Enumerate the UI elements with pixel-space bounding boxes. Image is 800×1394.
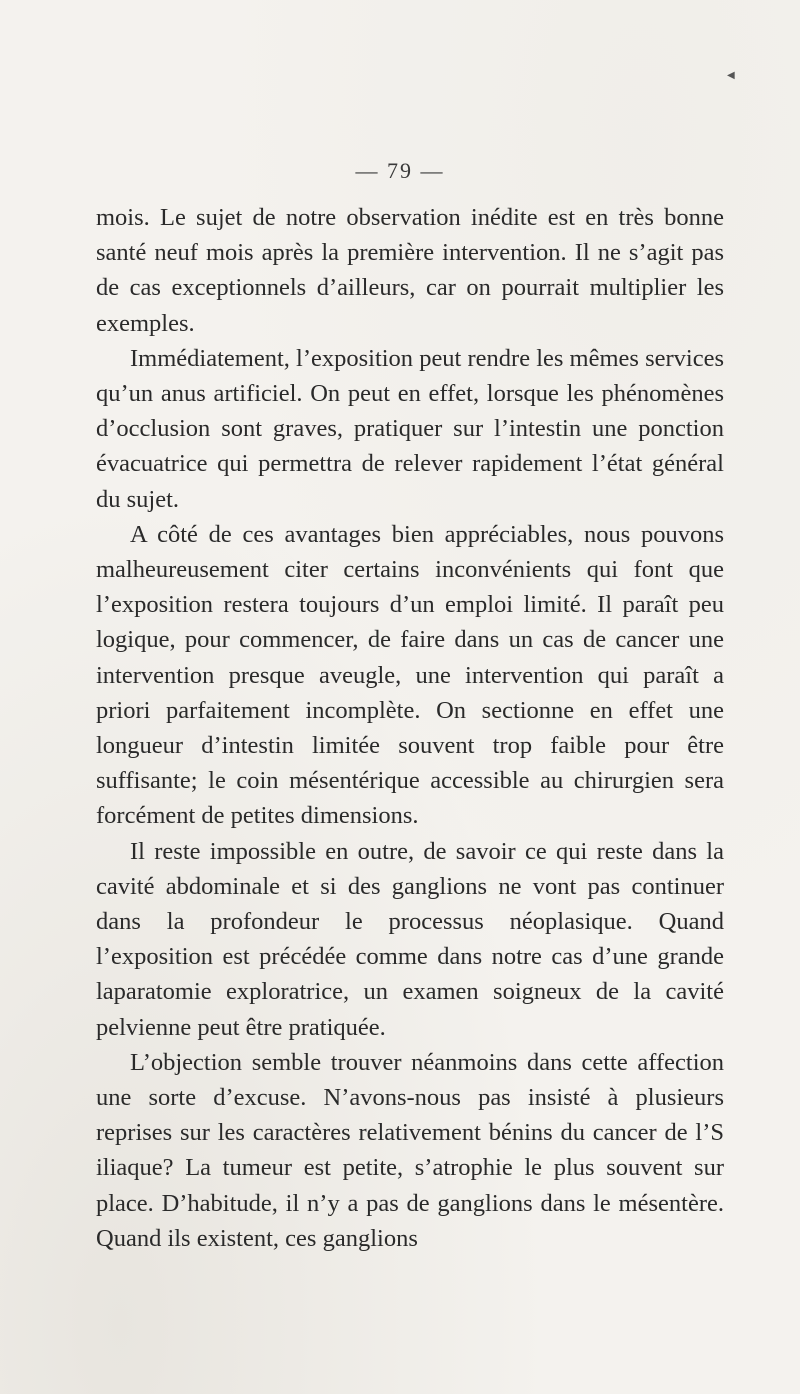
page-number: — 79 — [355, 158, 445, 183]
paragraph-5: L’objection semble trouver néanmoins dans cette affection une sorte d’excuse. N’avons-nous pas insisté à plusieurs reprises sur les caractères relativement bénins du cancer de l’S iliaque? La tumeur est petite, s’atrophie le plus souvent sur place. D’habitude, il n’y a pas de ganglions dans le mésentère. Quand ils existent, ces ganglions [96, 1048, 724, 1252]
paragraph-4: Il reste impossible en outre, de savoir ce qui reste dans la cavité abdominale et si des ganglions ne vont pas continuer dans la profondeur le processus néoplasique. Quand l’exposition est précédée comme dans notre cas d’une grande laparatomie exploratrice, un examen soigneux de la cavité pelvienne peut être pratiquée. [96, 837, 724, 1041]
corner-mark: ◀ [727, 70, 735, 81]
paragraph-2: Immédiatement, l’exposition peut rendre les mêmes services qu’un anus artificiel. On peut en effet, lorsque les phénomènes d’occlusion sont graves, pratiquer sur l’intestin une ponction évacuatrice qui permettra de relever rapidement l’état général du sujet. [96, 344, 724, 513]
paragraph-1: mois. Le sujet de notre observation inédite est en très bonne santé neuf mois après la première intervention. Il ne s’agit pas de cas exceptionnels d’ailleurs, car on pourrait multiplier les exemples. [96, 204, 724, 337]
paragraph-3: A côté de ces avantages bien appréciables, nous pouvons malheureusement citer certains inconvénients qui font que l’exposition restera toujours d’un emploi limité. Il paraît peu logique, pour commencer, de faire dans un cas de cancer une intervention presque aveugle, une intervention qui paraît a priori parfaitement incomplète. On sectionne en effet une longueur d’intestin limitée souvent trop faible pour être suffisante; le coin mésentérique accessible au chirurgien sera forcément de petites dimensions. [96, 520, 724, 830]
body-text [96, 200, 724, 1256]
